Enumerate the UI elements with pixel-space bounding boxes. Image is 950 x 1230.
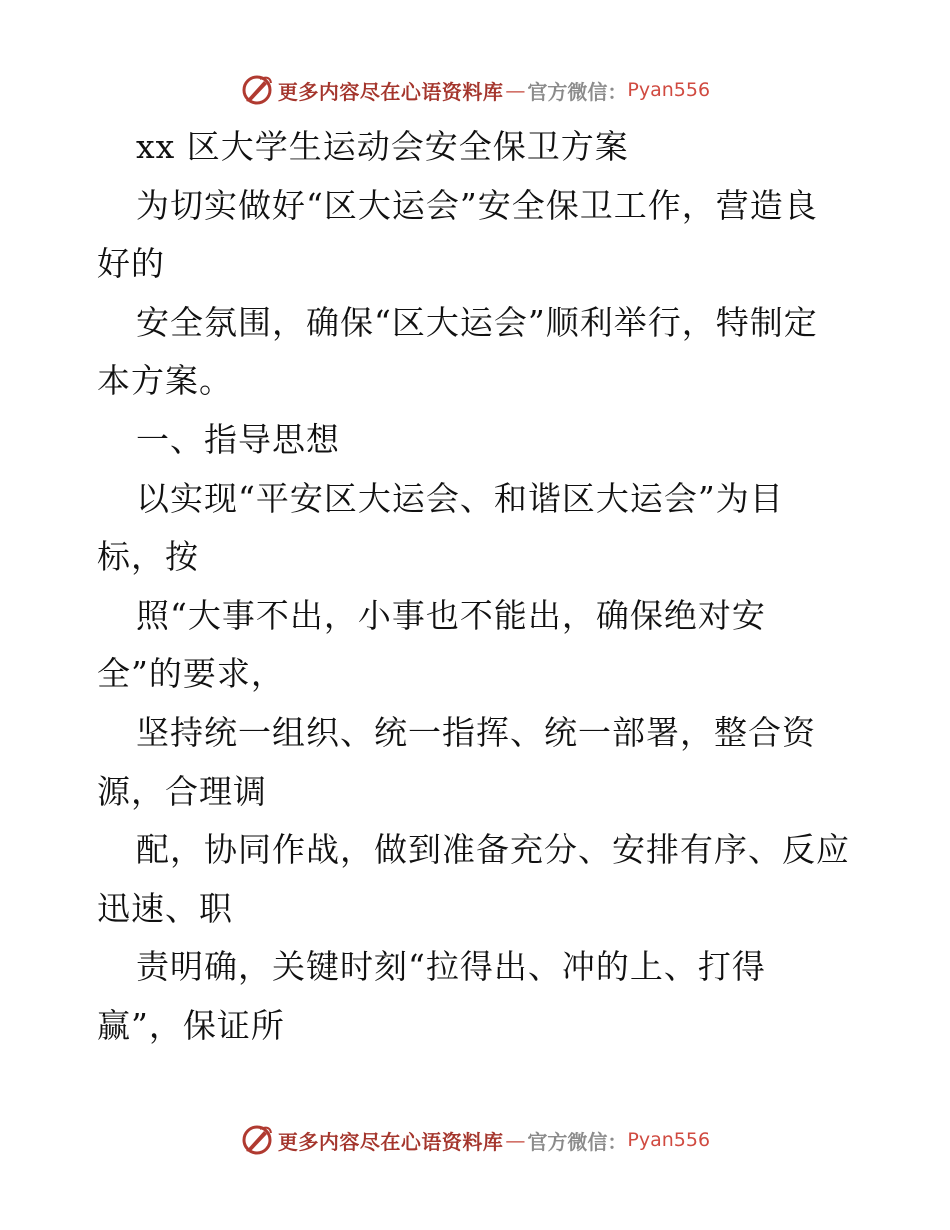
document-line: 责明确，关键时刻“拉得出、冲的上、打得 [136,947,766,987]
watermark-dash: — [505,1128,526,1152]
watermark-label: 官方微信： [527,1129,628,1154]
document-line: 标，按 [97,537,199,577]
document-title: xx 区大学生运动会安全保卫方案 [136,127,629,166]
watermark-main-text: 更多内容尽在心语资料库 [277,79,504,104]
document-body [97,118,897,1056]
document-line: 全”的要求， [97,654,285,694]
document-line: 本方案。 [97,361,233,401]
document-line: 赢”，保证所 [97,1005,285,1045]
quill-seal-icon [240,73,274,107]
document-line: 坚持统一组织、统一指挥、统一部署，整合资 [136,712,816,752]
watermark-footer [0,1120,950,1160]
document-line: 配，协同作战，做到准备充分、安排有序、反应 [136,830,850,870]
quill-seal-icon [240,1123,274,1157]
document-line: 照“大事不出，小事也不能出，确保绝对安 [136,595,766,635]
document-line: 安全氛围，确保“区大运会”顺利举行，特制定 [136,302,818,342]
watermark-main-text: 更多内容尽在心语资料库 [277,1129,504,1154]
watermark-id: Pyan556 [627,1129,711,1151]
document-line: 迅速、职 [97,888,233,928]
watermark-dash: — [505,78,526,102]
section-heading: 一、指导思想 [136,419,340,459]
document-line: 好的 [97,244,165,284]
document-line: 源，合理调 [97,771,267,811]
document-line: 以实现“平安区大运会、和谐区大运会”为目 [136,478,784,518]
document-line: 为切实做好“区大运会”安全保卫工作，营造良 [136,185,818,225]
watermark-header [0,70,950,110]
watermark-id: Pyan556 [627,79,711,101]
watermark-label: 官方微信： [527,79,628,104]
